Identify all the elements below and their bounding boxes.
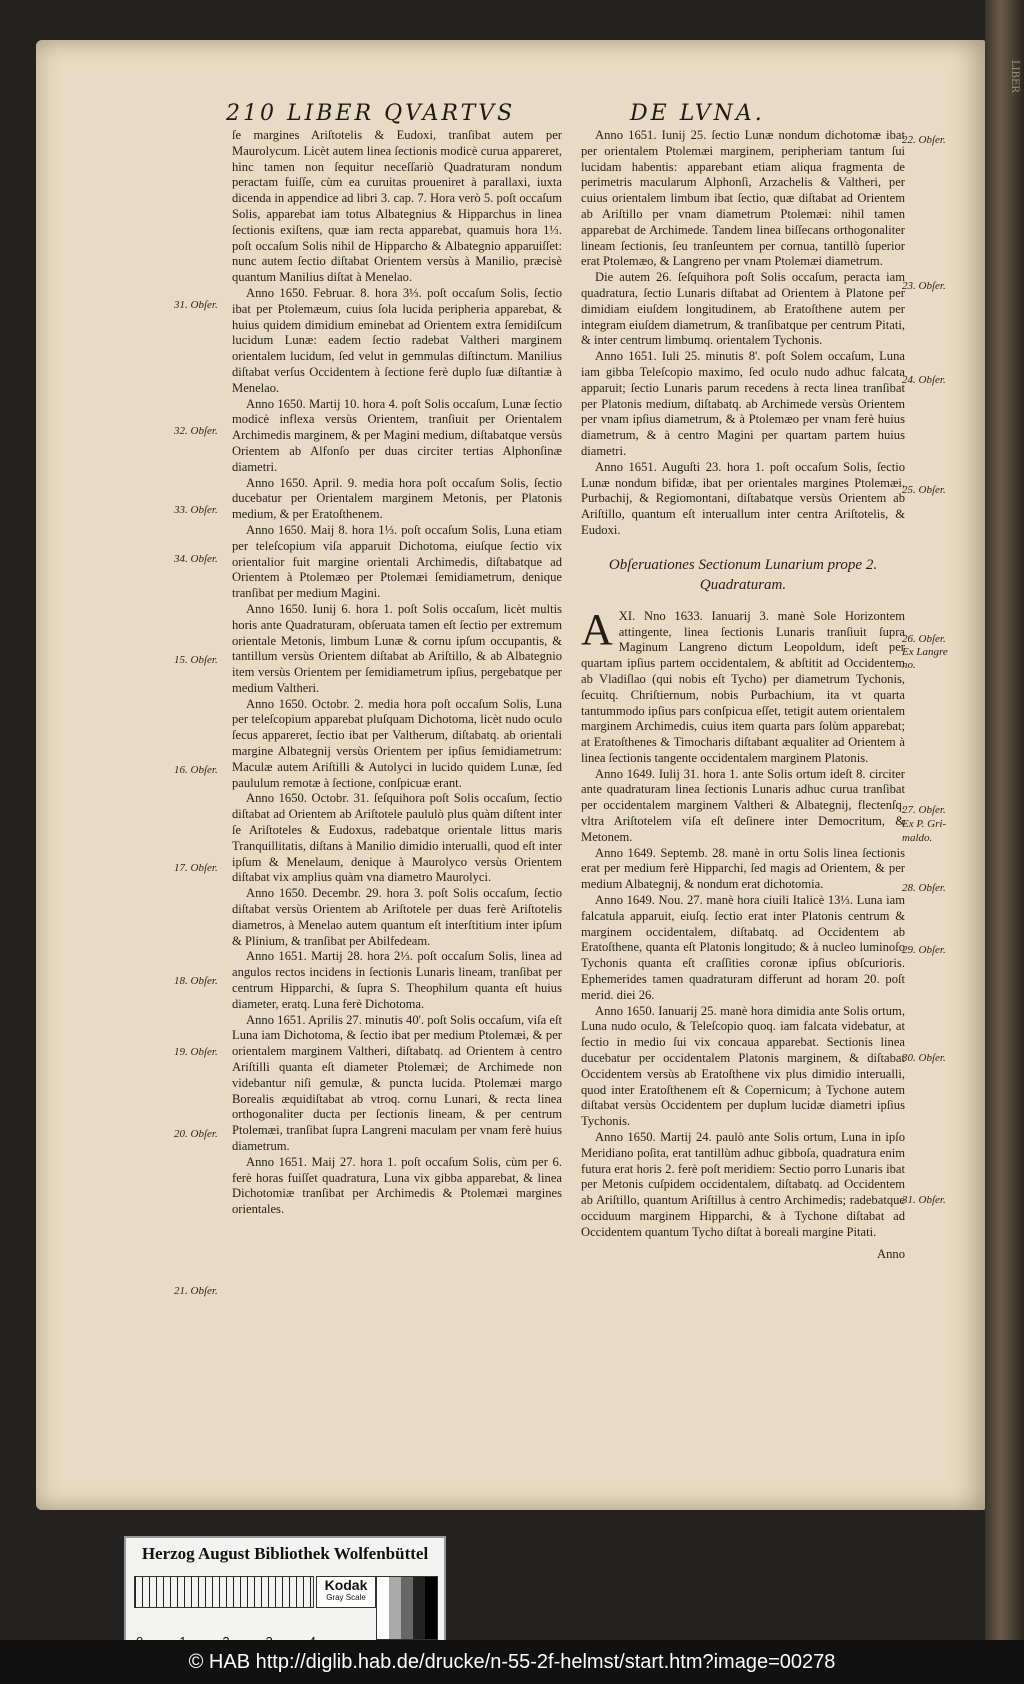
margin-note: no. <box>902 659 916 671</box>
section-title: Obſeruationes Sectionum Lunarium prope 2. Quadraturam. <box>608 556 878 593</box>
margin-note: 29. Obſer. <box>902 944 946 956</box>
gray-scale-swatch <box>376 1576 438 1640</box>
paragraph: Anno 1650. Maij 8. hora 1⅓. poſt occaſum Solis, Luna etiam per teleſcopium viſa apparuit Dichotoma, eiuſque ſectio vix orientalior fuit margine orientali Archimedis, diſtabatque ad Orientem à Ptolemæo per Ptolemæi ſemidiametrum, denique tranſibat per medium Magini. <box>232 522 562 601</box>
paragraph: Anno 1649. Septemb. 28. manè in ortu Solis linea ſectionis erat per medium ferè Hipparchi, ſed magis ad Orientem, & per medium Albategnij, & nondum erat dichotomia. <box>581 845 905 892</box>
paragraph: Anno 1650. Martij 24. paulò ante Solis ortum, Luna in ipſo Meridiano poſita, erat tantillùm adhuc gibboſa, quadratura enim futura erat horis 2. ferè poſt meridiem: Sectio porro Lunaris ibat per Metonis cuſpidem occidentalem, diſtabatq. ad Occidentem ab Ariſtillo, quantum Ariſtillus à centro Archimedis; radebatque occiduum marginem Hipparchi, & à Tychone diſtabat ad Occidentem quantum Tycho diſtat à boreali margine Pitati. <box>581 1130 905 1239</box>
paragraph: Anno 1650. Ianuarij 25. manè hora dimidia ante Solis ortum, Luna nudo oculo, & Teleſcopio quoq. iam falcata videbatur, at ſectio in medio ſui vix concaua apparebat. Sectionis linea ducebatur per occidentalem Platonis marginem, & diſtabat Occidentem versùs ab Eratoſthene vix plus dimidio interualli, quod inter Eratoſthenem eſt & Copernicum; à Tychone autem diſtabat versùs Occidentem per duplum lucidæ diametri ipſius Tychonis. <box>581 1003 905 1129</box>
margin-note: maldo. <box>902 832 933 844</box>
paragraph-text: Nno 1633. Ianuarij 3. manè Sole Horizontem attingente, linea ſectionis Lunaris tranſiuit ſupra Maginum Langreno dictum Leopoldum, ideſt per quartam ipſius partem occidentalem, & abſtitit ad Occidentem ab Vladiſlao (qui nobis eſt Tycho) per diametrum Tychonis, ſecuitq. Chriſtiernum, nobis Purbachium, ita vt quarta tantummodo ipſius pars conſpicua eſſet, tetigit autem orientalem marginem Archimedis, cuius item quarta pars ſolùm apparebat; at Eratoſthenes & Timocharis diſtabant æqualiter ad Orientem à linea ſectionis tangente occidentalem marginem Platonis. <box>581 608 905 765</box>
library-color-card <box>124 1536 446 1656</box>
section-number: XI. <box>618 608 636 623</box>
gray-scale-label: Gray Scale <box>326 1593 366 1602</box>
paragraph: Anno 1651. Martij 28. hora 2⅓. poſt occaſum Solis, linea ad angulos rectos incidens in ſectionis Lunaris lineam, tranſibat per centrum Hipparchi, & ſupra S. Theophilum quanta eſt huius diameter, eratq. Luna ferè Dichotoma. <box>232 949 562 1011</box>
margin-note: 31. Obſer. <box>174 299 218 311</box>
margin-note: 20. Obſer. <box>174 1128 218 1140</box>
paragraph: Anno 1650. Octobr. 31. ſeſquihora poſt Solis occaſum, ſectio diſtabat ad Orientem ab Ariſtotele paululò plus quàm diſtent inter ſe Ariſtoteles & Eudoxus, radebatque orientale littus maris Tranquillitatis, diſtans à Manilio dimidio interualli, quod eſt inter ipſum & Menelaum, denique à Maurolyco versùs Orientem diſtabat vix amplius quàm vna diametro Maurolyci. <box>232 791 562 885</box>
paragraph: Anno 1650. Iunij 6. hora 1. poſt Solis occaſum, licèt multis horis ante Quadraturam, obſeruata tamen eſt ſectio per extremum orientale Metonis, limbum Lunæ & cornu ipſum occupantis, & tantillum versùs Orientem diſtabat ab Ariſtillo, & ab Albategnio item versùs Orientem per ſemidiametrum ipſius, pergebatque per medium Valtheri. <box>232 601 562 695</box>
paragraph: Anno 1650. Februar. 8. hora 3⅓. poſt occaſum Solis, ſectio ibat per Ptolemæum, cuius ſola lucida peripheria apparebat, & huius quidem dimidium eminebat ad Orientem extra ſemidiſcum lucidum Lunæ: eadem ſectio radebat Valtheri marginem orientalem lucidum, ſed velut in gemmulas diſtinctum. Manilius diſtabat verſus Occidentem à ſectione ferè duplo ſuæ diſtantiæ à Menelao. <box>232 285 562 395</box>
paragraph: Anno 1651. Iuli 25. minutis 8'. poſt Solem occaſum, Luna iam gibba Teleſcopio maximo, ſed oculo nudo adhuc falcata apparuit; ſectio Lunaris parum recedens à recta linea tranſibat per Platonis medium, diſtabatq. ab Archimede versùs Orientem per vnam ipſius diametrum, & à Ptolemæo per vnam ferè huius diametrum, & à centro Magini per quartam partem huius diametri. <box>581 349 905 458</box>
catchword: Anno <box>877 1246 905 1261</box>
paragraph: Anno 1651. Maij 27. hora 1. poſt occaſum Solis, cùm per 6. ferè horas fuiſſet quadratura, Luna vix gibba apparebat, & linea Dichotomiæ tranſibat per Archimedis & Ptolemæi margines orientales. <box>232 1154 562 1217</box>
margin-note: 33. Obſer. <box>174 504 218 516</box>
margin-note: 31. Obſer. <box>902 1194 946 1206</box>
margin-note: 23. Obſer. <box>902 280 946 292</box>
margin-note: 34. Obſer. <box>174 553 218 565</box>
library-name: Herzog August Bibliothek Wolfenbüttel <box>141 1544 429 1563</box>
paragraph: Anno 1650. Decembr. 29. hora 3. poſt Solis occaſum, ſectio diſtabat versùs Orientem ab Ariſtotele per duas ferè Ariſtotelis diametros, à Menelao autem quantum eſt interſtitium inter ipſum & Plinium, & tranſibat per Abilfedeam. <box>232 886 562 948</box>
margin-note: Ex P. Gri- <box>902 818 947 830</box>
kodak-brand: Kodak <box>324 1577 368 1593</box>
paragraph <box>581 604 905 767</box>
margin-note: 30. Obſer. <box>902 1052 946 1064</box>
page-header-right: DE LVNA. <box>630 101 765 126</box>
margin-note: 21. Obſer. <box>174 1285 218 1297</box>
page-header-left: 210 LIBER QVARTVS <box>226 101 516 126</box>
margin-note: 15. Obſer. <box>174 654 218 666</box>
paragraph: Anno 1650. Martij 10. hora 4. poſt Solis occaſum, Lunæ ſectio modicè inflexa versùs Orientem, tranſiuit per Orientalem Archimedis marginem, & per Magini medium, diſtabatque versùs Orientem ab Alfonſo per duas circiter tertias Alphonſinæ diametri. <box>232 396 562 474</box>
paragraph: Anno 1649. Iulij 31. hora 1. ante Solis ortum ideſt 8. circiter ante quadraturam linea ſectionis Lunaris adhuc curua tranſibat per occidentalem marginem Valtheri & Albategnij, flectenſq. vltra Ariſtotelem viſa eſt deſinere inter Democritum, & Metonem. <box>581 766 905 844</box>
kodak-label <box>316 1576 376 1608</box>
book-spine <box>985 0 1024 1640</box>
paragraph: Anno 1650. April. 9. media hora poſt occaſum Solis, ſectio ducebatur per Orientalem marginem Metonis, per Platonis medium, & per Eratoſthenem. <box>232 475 562 522</box>
footer-bar <box>0 1640 1024 1684</box>
paragraph: Anno 1651. Auguſti 23. hora 1. poſt occaſum Solis, ſectio Lunæ nondum bifidæ, ibat per orientales margines Ptolemæi, Purbachij, & Regiomontani, diſtabatque versùs Orientem ab Ariſtillo, quantum eſt interuallum inter centra Ariſtotelis, & Eudoxi. <box>581 459 905 537</box>
drop-cap: A <box>581 604 613 654</box>
scale-ruler <box>134 1576 314 1608</box>
margin-note: 32. Obſer. <box>174 425 218 437</box>
left-column <box>232 128 562 1218</box>
margin-note: 22. Obſer. <box>902 134 946 146</box>
paragraph: Anno 1651. Iunij 25. ſectio Lunæ nondum dichotomæ ibat per orientalem Ptolemæi marginem, peripheriam tantum ſui lucidam habentis: apparebant etiam aliqua fragmenta de perimetris macularum Alphonſi, Arzachelis & Valtheri, per cuius orientalem limbum ibat ſectio, quæ diſtabat ad Orientem ab Ariſtillo per vnam diametrum Ptolemæi: nihil tamen apparebat de Archimede. Tandem linea biſſecans orthogonaliter lineam ſectionis, ſeu tranſeuntem per cornua, tantillò ſuperior erat Ptolemæo, & Langreno per vnam Ptolemæi diametrum. <box>581 128 905 269</box>
paragraph: Anno 1650. Octobr. 2. media hora poſt occaſum Solis, Luna per teleſcopium apparebat pluſquam Dichotoma, licèt nudo oculo ſecus appareret, ſectio ibat per Valtherum, diſtabatq. ab orientali margine Albategnij versùs Orientem per ipſius ſemidiametrum: Maculæ autem Ariſtilli & Autolyci in lucido quidem Lunæ, ſed paululum remotæ à ſectione, conſpicuæ erant. <box>232 696 562 790</box>
margin-note: 27. Obſer. <box>902 804 946 816</box>
spine-text: LIBER <box>1009 60 1020 93</box>
margin-note: 25. Obſer. <box>902 484 946 496</box>
margin-note: 24. Obſer. <box>902 374 946 386</box>
margin-note: 19. Obſer. <box>174 1046 218 1058</box>
paragraph: Anno 1649. Nou. 27. manè hora ciuili Italicè 13⅓. Luna iam falcatula apparuit, eiuſq. ſectio erat inter Platonis centrum & marginem occidentalem, diſtabatq. ad Occidentem ab Eratoſthene, quanta eſt Platonis longitudo; & à nucleo luminoſo Tychonis quanta eſt craſſities coronæ ipſius obſcurioris. Ephemerides tamen quadraturam differunt ad horam 20. poſt merid. diei 26. <box>581 893 905 1002</box>
margin-note: 16. Obſer. <box>174 764 218 776</box>
paragraph: ſe margines Ariſtotelis & Eudoxi, tranſibat autem per Maurolycum. Licèt autem linea ſectionis modicè curua appareret, hinc tamen non ſequitur neceſſariò Quadraturam nondum peractam fuiſſe, cùm ea curuitas proueniret à parallaxi, iuxta dicenda in appendice ad libri 3. cap. 7. Hora verò 5. poſt occaſum Solis, apparebat iam totus Albategnius & Hipparchus in linea ſectionis exiſtens, quæ iam recta apparebat, quamuis hora 1⅓. poſt occaſum Solis nihil de Hipparcho & Albategnio apparuiſſet: nunc autem ſectio diſtabat Orientem versùs à Manilio, præcisè quantum Manilius diſtat à Menelao. <box>232 128 562 285</box>
margin-note: 17. Obſer. <box>174 862 218 874</box>
margin-note: Ex Langre <box>902 646 948 658</box>
copyright-url: © HAB http://diglib.hab.de/drucke/n-55-2f-helmst/start.htm?image=00278 <box>188 1651 836 1673</box>
margin-note: 18. Obſer. <box>174 975 218 987</box>
right-column <box>581 128 905 1262</box>
margin-note: 26. Obſer. <box>902 633 946 645</box>
paragraph: Die autem 26. ſeſquihora poſt Solis occaſum, peracta iam quadratura, ſectio Lunaris diſtabat ad Orientem à Platone per dimidiam eiuſdem longitudinem, ab Eratoſthene autem per integram eiuſdem diametrum, & tranſibatque per centrum Pitati, & inter centrum limbumq. orientalem Tychonis. <box>581 270 905 348</box>
paragraph: Anno 1651. Aprilis 27. minutis 40'. poſt Solis occaſum, viſa eſt Luna iam Dichotoma, & ſectio ibat per medium Ptolemæi, & per orientalem marginem Valtheri, diſtabatq. ad Orientem à centro Ariſtilli quanta eſt diameter Ptolemæi; de Archimede non videbantur niſi gemulæ, & puncta lucida. Ptolemæi margo Borealis æquidiſtabat ab vtroq. cornu Lunari, & recta linea orthogonaliter ducta per ſectionis lineam, & per centrum Ptolemæi, tranſibat ſupra Langreni maculam per vnam ferè huius diametrum. <box>232 1012 562 1153</box>
margin-note: 28. Obſer. <box>902 882 946 894</box>
